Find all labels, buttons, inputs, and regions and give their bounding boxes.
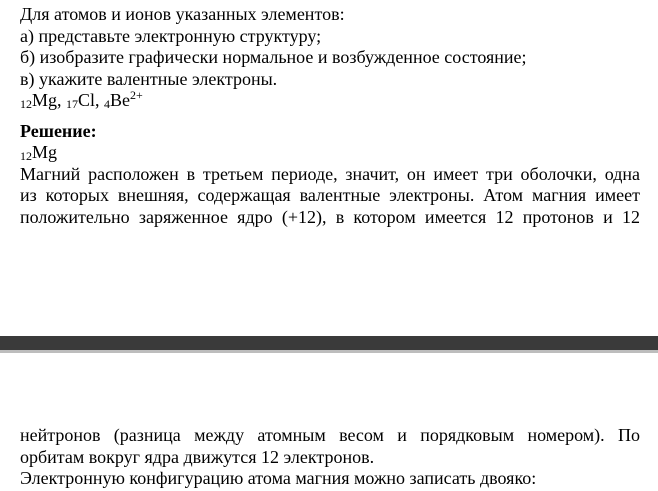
page-break-bar <box>0 336 658 350</box>
paragraph-line: Магний расположен в третьем периоде, значит, он имеет три оболочки, одна <box>20 163 640 184</box>
task-intro: Для атомов и ионов указанных элементов: <box>20 4 345 24</box>
paragraph-line: нейтронов (разница между атомным весом и порядковым номером). По <box>20 425 640 445</box>
element-charge: 2+ <box>130 88 143 102</box>
element-list: $_{12}$Mg, $_{17}$Cl, $_4Be^{2+}$ <box>20 88 143 111</box>
document-bottom <box>20 425 640 490</box>
solution-paragraph-1 <box>20 164 640 229</box>
element-symbol: Mg <box>32 90 58 110</box>
task-item-b: б) изобразите графически нормальное и возбужденное состояние; <box>20 47 527 67</box>
solution-element <box>20 142 640 164</box>
element-number: 17 <box>66 97 79 111</box>
element-number: 4 <box>104 97 111 111</box>
task-item-a: а) представьте электронную структуру; <box>20 25 322 46</box>
paragraph-line: орбитам вокруг ядра движутся 12 электронов. <box>20 446 375 467</box>
solution-heading: Решение: <box>20 120 97 141</box>
paragraph-line: Электронную конфигурацию атома магния можно записать двояко: <box>20 468 537 488</box>
paragraph-line: положительно заряженное ядро (+12), в котором имеется 12 протонов и 12 <box>20 206 640 227</box>
task-item-c: в) укажите валентные электроны. <box>20 68 278 89</box>
element-symbol: Mg <box>32 142 58 162</box>
element-number: 12 <box>20 97 32 111</box>
element-symbol: Cl <box>78 90 96 110</box>
element-symbol: Be <box>110 90 131 110</box>
document-top <box>20 4 640 228</box>
element-number: 12 <box>20 149 32 163</box>
paragraph-line: из которых внешняя, содержащая валентные электроны. Атом магния имеет <box>20 185 640 205</box>
page-break-shadow <box>0 350 658 353</box>
